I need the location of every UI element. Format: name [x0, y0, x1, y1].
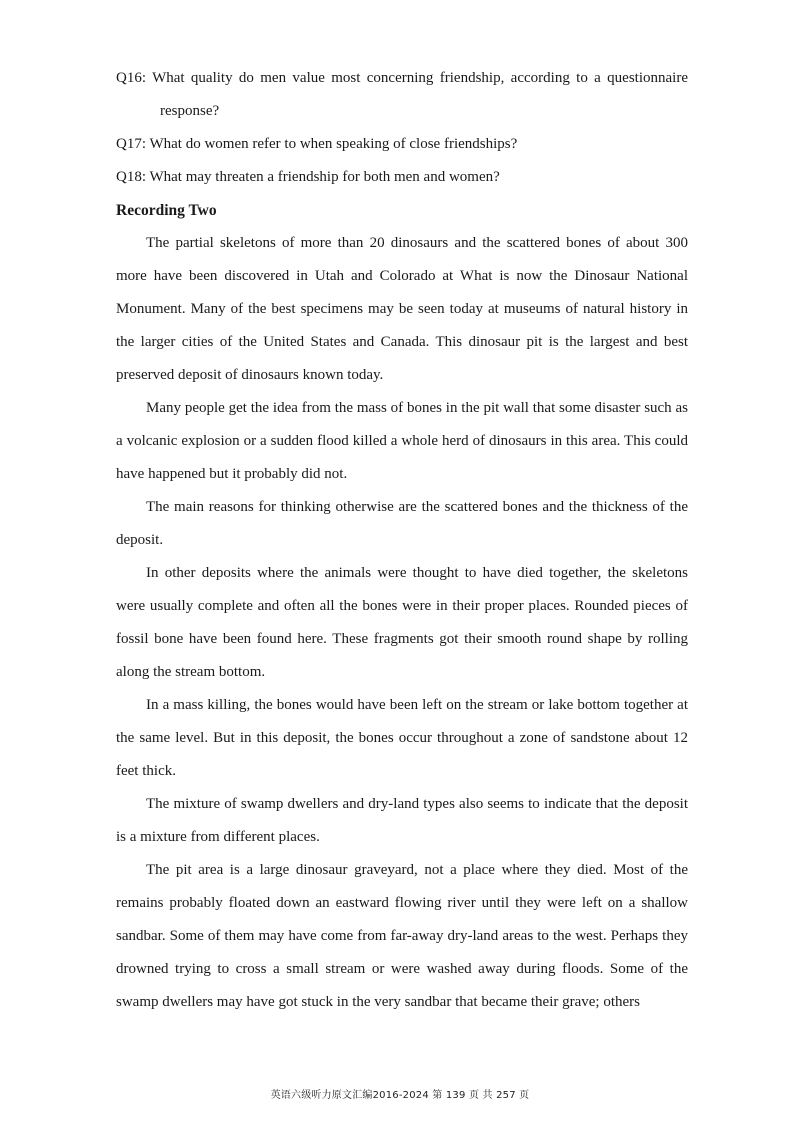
paragraph: The main reasons for thinking otherwise are the scattered bones and the thickness of the deposit.	[116, 499, 688, 548]
page-footer: 英语六级听力原文汇编2016-2024 第 139 页 共 257 页	[270, 1090, 530, 1101]
question-label: Q18:	[116, 169, 146, 185]
page-content	[116, 62, 688, 1019]
question-label: Q16:	[116, 70, 146, 86]
question-17	[116, 128, 688, 161]
section-heading: Recording Two	[116, 202, 217, 219]
question-text: What may threaten a friendship for both men and women?	[149, 169, 500, 185]
question-text: What quality do men value most concerning friendship, according to a questionnaire response?	[152, 70, 688, 119]
question-18	[116, 161, 688, 194]
paragraph: In other deposits where the animals were thought to have died together, the skeletons were usually complete and often all the bones were in their proper places. Rounded pieces of fossil bone have been found here. These fragments got their smooth round shape by rolling along the stream bottom.	[116, 565, 688, 680]
paragraph: Many people get the idea from the mass of bones in the pit wall that some disaster such as a volcanic explosion or a sudden flood killed a whole herd of dinosaurs in this area. This could have happened but it probably did not.	[116, 400, 688, 482]
paragraph: In a mass killing, the bones would have been left on the stream or lake bottom together at the same level. But in this deposit, the bones occur throughout a zone of sandstone about 12 feet thick.	[116, 697, 688, 779]
question-label: Q17:	[116, 136, 146, 152]
question-text: What do women refer to when speaking of close friendships?	[149, 136, 518, 152]
question-16	[116, 62, 688, 128]
paragraph: The partial skeletons of more than 20 dinosaurs and the scattered bones of about 300 more have been discovered in Utah and Colorado at What is now the Dinosaur National Monument. Many of the best specimens may be seen today at museums of natural history in the larger cities of the United States and Canada. This dinosaur pit is the largest and best preserved deposit of dinosaurs known today.	[116, 235, 688, 383]
paragraph: The pit area is a large dinosaur graveyard, not a place where they died. Most of the remains probably floated down an eastward flowing river until they were left on a shallow sandbar. Some of them may have come from far-away dry-land areas to the west. Perhaps they drowned trying to cross a small stream or were washed away during floods. Some of the swamp dwellers may have got stuck in the very sandbar that became their grave; others	[116, 862, 688, 1010]
paragraph: The mixture of swamp dwellers and dry-land types also seems to indicate that the deposit is a mixture from different places.	[116, 796, 688, 845]
